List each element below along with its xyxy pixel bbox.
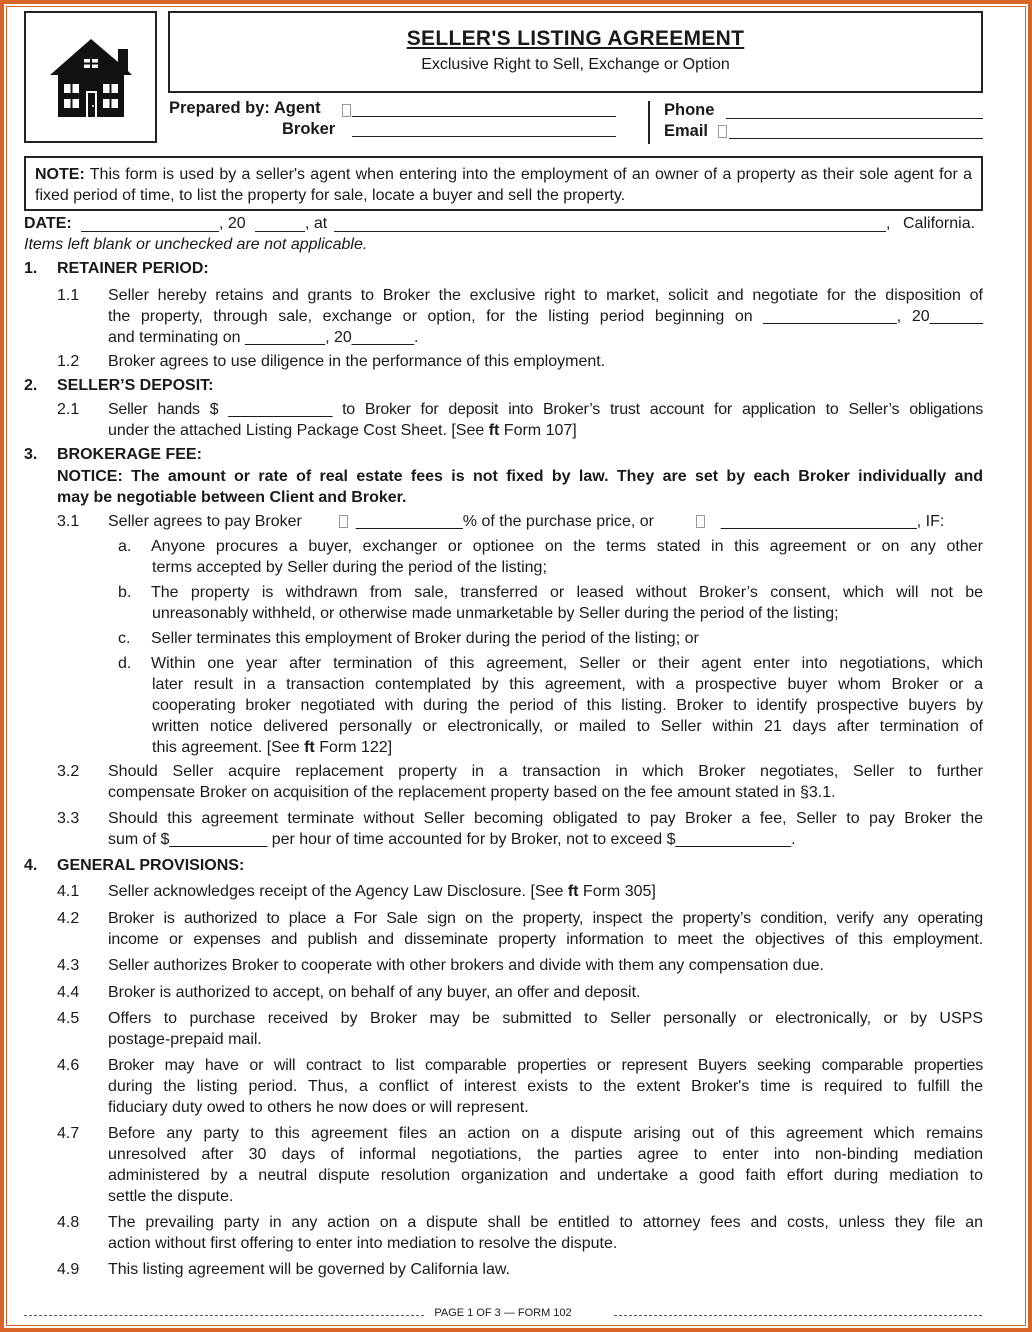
para-line: Seller hereby retains and grants to Broker the exclusive right to market, solicit and negotiate for the disposition of	[108, 287, 983, 304]
para-line: Broker agrees to use diligence in the performance of this employment.	[108, 353, 606, 370]
email-label: Email	[664, 122, 709, 140]
section-2-number: 2.	[24, 377, 38, 394]
para-line: This listing agreement will be governed by California law.	[108, 1261, 510, 1278]
item-number: 4.6	[57, 1057, 80, 1074]
para-line: terms accepted by Seller during the period of the listing;	[152, 559, 547, 576]
para-line: cooperating broker negotiated with during the period of this listing. Broker to identify prospective buyers by	[152, 697, 983, 714]
para-line: unreasonably withheld, or otherwise made unmarketable by Seller during the period of the listing;	[152, 605, 839, 622]
para-line: The property is withdrawn from sale, transferred or leased without Broker’s consent, which will not be	[151, 584, 983, 601]
item-number: 1.1	[57, 287, 80, 304]
item-number: 4.3	[57, 957, 80, 974]
para-line: sum of $___________ per hour of time accounted for by Broker, not to exceed $_____________.	[108, 831, 796, 848]
item-letter: c.	[118, 630, 131, 647]
para-line: ____________% of the purchase price, or	[356, 513, 654, 530]
para-line: compensate Broker on acquisition of the replacement property based on the fee amount stated in §3.1.	[108, 784, 836, 801]
para-line: Should Seller acquire replacement property in a transaction in which Broker negotiates, Seller to further	[108, 763, 983, 780]
title-box	[168, 11, 983, 93]
item-number: 1.2	[57, 353, 80, 370]
item-number: 4.8	[57, 1214, 80, 1231]
at-label: , at	[305, 215, 328, 232]
notice-line: NOTICE: The amount or rate of real estate fees is not fixed by law. They are set by each Broker individually and	[57, 468, 983, 485]
section-2-title: SELLER’S DEPOSIT:	[57, 377, 214, 394]
para-line: fiduciary duty owed to others he now does or will represent.	[108, 1099, 529, 1116]
para-line: Within one year after termination of this agreement, Seller or their agent enter into negotiations, which	[151, 655, 983, 672]
email-field[interactable]	[729, 122, 983, 139]
blank-note: Items left blank or unchecked are not applicable.	[24, 236, 368, 253]
para-line: administered by a neutral dispute resolution organization and undertake a good faith effort during mediation to	[108, 1167, 983, 1184]
section-3-number: 3.	[24, 446, 38, 463]
para-line: unresolved after 30 days of informal negotiations, the parties agree to enter into non-binding mediation	[108, 1146, 983, 1163]
para-line: Should this agreement terminate without Seller becoming obligated to pay Broker a fee, Seller to pay Broker the	[108, 810, 983, 827]
para-line: settle the dispute.	[108, 1188, 234, 1205]
page-footer	[24, 1306, 982, 1326]
para-line: and terminating on _________, 20_______.	[108, 329, 419, 346]
para-line: Broker is authorized to accept, on behalf of any buyer, an offer and deposit.	[108, 984, 641, 1001]
broker-field[interactable]	[352, 120, 616, 137]
para-line: Seller authorizes Broker to cooperate with other brokers and divide with them any compensation due.	[108, 957, 824, 974]
para-line: later result in a transaction contemplated by this agreement, with a prospective buyer whom Broker or a	[152, 676, 983, 693]
agent-checkbox[interactable]	[342, 104, 351, 117]
item-number: 3.2	[57, 763, 80, 780]
note-box	[24, 156, 983, 211]
para-line: Broker may have or will contract to list comparable properties or represent Buyers seeking comparable properties	[108, 1057, 983, 1074]
item-number: 4.7	[57, 1125, 80, 1142]
broker-label: Broker	[282, 120, 336, 138]
para-line: the property, through sale, exchange or option, for the listing period beginning on _______________, 20______	[108, 308, 983, 325]
para-line: under the attached Listing Package Cost Sheet. [See ft Form 107]	[108, 422, 577, 439]
item-number: 3.1	[57, 513, 80, 530]
prepared-by-label: Prepared by: Agent	[169, 99, 321, 117]
percent-checkbox[interactable]	[339, 515, 348, 528]
note-label: NOTE:	[35, 166, 85, 183]
para-line: this agreement. [See ft Form 122]	[152, 739, 393, 756]
header-divider	[648, 101, 650, 144]
para-line: Seller terminates this employment of Broker during the period of the listing; or	[151, 630, 699, 647]
section-4-title: GENERAL PROVISIONS:	[57, 857, 245, 874]
state-label: California.	[903, 215, 976, 232]
item-letter: b.	[118, 584, 132, 601]
para-line: Anyone procures a buyer, exchanger or optionee on the terms stated in this agreement or on any other	[151, 538, 983, 555]
location-field[interactable]	[334, 214, 886, 232]
section-4-number: 4.	[24, 857, 38, 874]
para-line: action without first offering to enter into mediation to resolve the dispute.	[108, 1235, 618, 1252]
para-line: Seller agrees to pay Broker	[108, 513, 302, 530]
item-number: 2.1	[57, 401, 80, 418]
item-number: 4.1	[57, 883, 80, 900]
section-1-number: 1.	[24, 260, 38, 277]
logo-box	[24, 11, 157, 143]
item-letter: d.	[118, 655, 132, 672]
para-line: postage-prepaid mail.	[108, 1031, 262, 1048]
note-text: This form is used by a seller's agent when entering into the employment of an owner of a property as their sole agent for a fixed period of time, to list the property for sale, locate a buyer and sell the property.	[35, 166, 973, 204]
para-line: Seller hands $ ____________ to Broker for deposit into Broker’s trust account for application to Seller’s obligations	[108, 401, 983, 418]
para-line: ______________________, IF:	[721, 513, 945, 530]
year-field[interactable]	[255, 214, 305, 232]
item-number: 4.9	[57, 1261, 80, 1278]
para-line: income or expenses and publish and disseminate property information to meet the objectives of this employment.	[108, 931, 983, 948]
para-line: during the listing period. Thus, a conflict of interest exists to the extent Broker's time is required to fulfill the	[108, 1078, 983, 1095]
section-1-title: RETAINER PERIOD:	[57, 260, 209, 277]
para-line: Offers to purchase received by Broker may be submitted to Seller personally or electronically, or by USPS	[108, 1010, 983, 1027]
agent-field[interactable]	[352, 100, 616, 117]
footer-label: PAGE 1 OF 3 — FORM 102	[24, 1307, 982, 1319]
item-number: 3.3	[57, 810, 80, 827]
date-field[interactable]	[81, 214, 219, 232]
para-line: Broker is authorized to place a For Sale sign on the property, inspect the property’s condition, verify any operating	[108, 910, 983, 927]
house-icon	[48, 37, 134, 123]
para-line: Seller acknowledges receipt of the Agency Law Disclosure. [See ft Form 305]	[108, 883, 656, 900]
item-number: 4.2	[57, 910, 80, 927]
form-subtitle: Exclusive Right to Sell, Exchange or Option	[421, 56, 730, 73]
email-checkbox[interactable]	[718, 125, 727, 138]
year-prefix: , 20	[219, 215, 246, 232]
item-number: 4.5	[57, 1010, 80, 1027]
amount-checkbox[interactable]	[696, 515, 705, 528]
phone-field[interactable]	[726, 102, 983, 119]
section-3-title: BROKERAGE FEE:	[57, 446, 202, 463]
para-line: Before any party to this agreement files an action on a dispute arising out of this agreement which remains	[108, 1125, 983, 1142]
date-label: DATE:	[24, 215, 72, 232]
form-title: SELLER'S LISTING AGREEMENT	[406, 27, 745, 50]
notice-line: may be negotiable between Client and Broker.	[57, 489, 407, 506]
para-line: The prevailing party in any action on a dispute shall be entitled to attorney fees and costs, unless they file an	[108, 1214, 983, 1231]
para-line: written notice delivered personally or electronically, or mailed to Seller within 21 days after termination of	[152, 718, 983, 735]
item-letter: a.	[118, 538, 132, 555]
phone-label: Phone	[664, 101, 715, 119]
item-number: 4.4	[57, 984, 80, 1001]
